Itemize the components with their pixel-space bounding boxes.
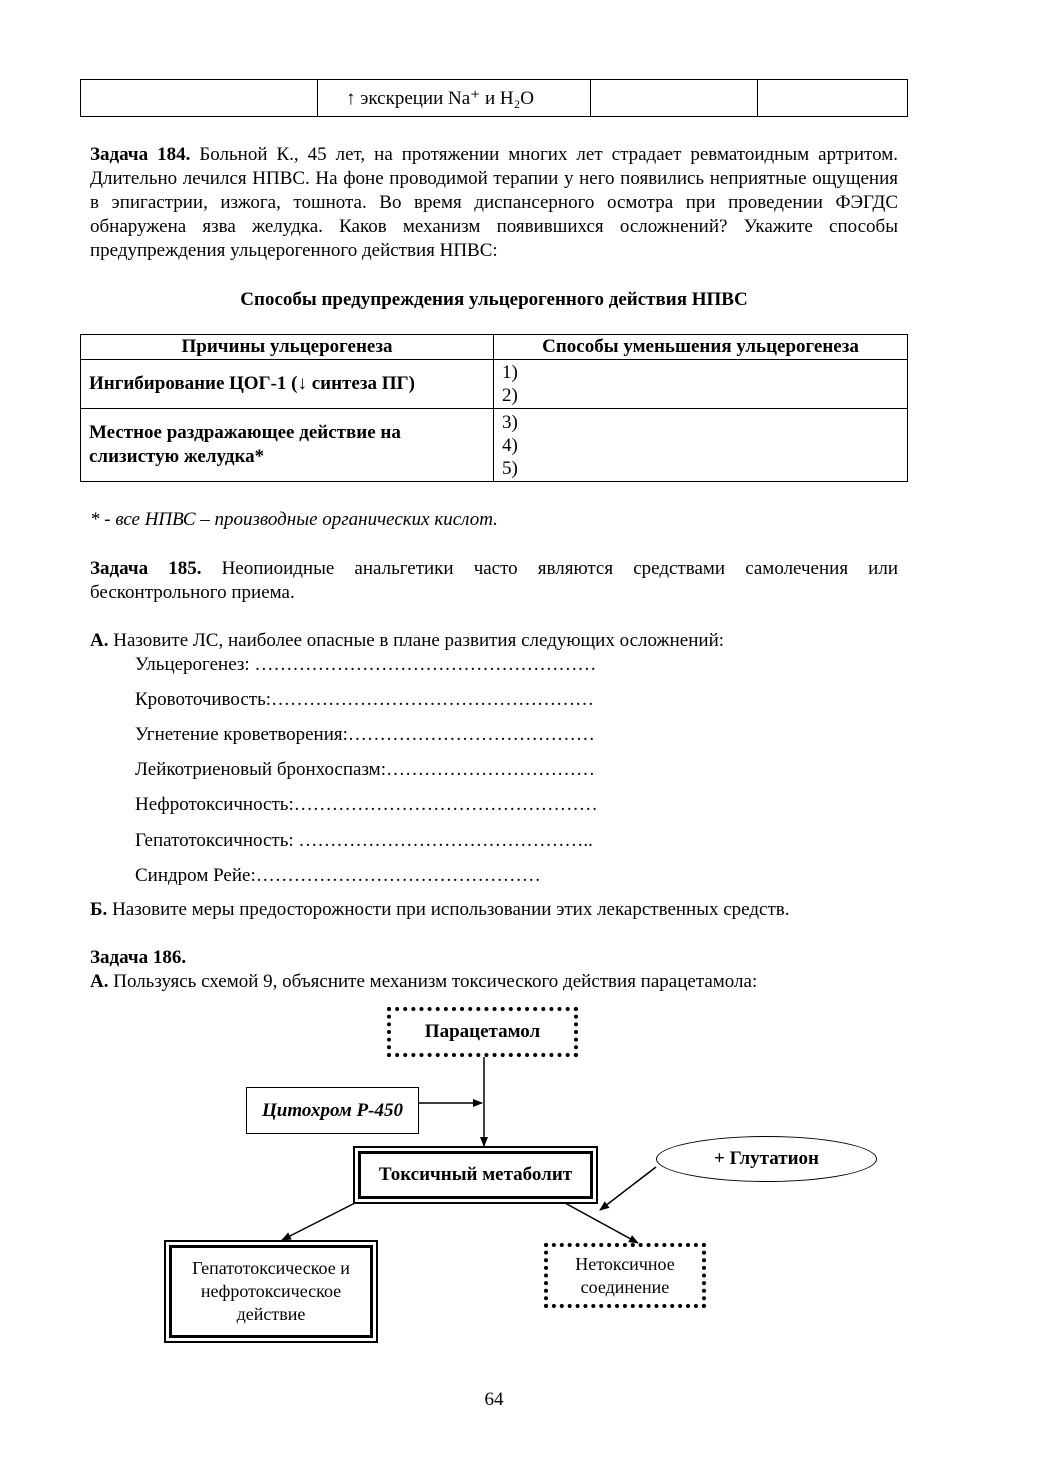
task185-part-a-label: А. <box>90 630 109 651</box>
task185-part-b-text: Назовите меры предосторожности при использовании этих лекарственных средств. <box>107 899 790 920</box>
table-header-methods: Способы уменьшения ульцерогенеза <box>494 335 908 360</box>
task184-text: Больной К., 45 лет, на протяжении многих лет страдает ревматоидным артритом. Длительно лечился НПВС. На фоне проводимой терапии у него появились неприятные ощущения в эпигастрии, изжога, тошнота. Во время диспансерного осмотра при проведении ФЭГДС обнаружена язва желудка. Каков механизм появившихся осложнений? Укажите способы предупреждения ульцерогенного действия НПВС: <box>90 144 898 261</box>
table-row-1-cause: Ингибирование ЦОГ-1 (↓ синтеза ПГ) <box>81 360 494 409</box>
task185-part-a-text: Назовите ЛС, наиболее опасные в плане развития следующих осложнений: <box>108 630 725 651</box>
node-hepatotoxic <box>164 1240 378 1343</box>
complication-ulcerogenesis: Ульцерогенез: ……………………………………………… <box>135 654 597 675</box>
node-nontoxic: Нетоксичное соединение <box>544 1243 706 1308</box>
complication-reye-syndrome: Синдром Рейе:……………………………………… <box>135 865 541 886</box>
task185-label: Задача 185. <box>90 558 202 579</box>
method-1: 1) <box>502 362 518 383</box>
node-toxic-metabolite-inner <box>360 1153 591 1197</box>
method-4: 4) <box>502 434 518 456</box>
task186-part-a-label: А. <box>90 971 109 992</box>
task184-label: Задача 184. <box>90 144 191 165</box>
arrow-glutathione <box>600 1167 656 1210</box>
method-2: 2) <box>502 385 518 406</box>
task184-table-title: Способы предупреждения ульцерогенного действия НПВС <box>240 289 748 310</box>
page-number: 64 <box>484 1389 504 1410</box>
complication-hepatotoxicity: Гепатотоксичность: ……………………………………….. <box>135 830 593 851</box>
method-3: 3) <box>502 411 518 433</box>
node-glutathione: + Глутатион <box>656 1136 877 1182</box>
method-5: 5) <box>502 457 518 479</box>
node-cytochrome: Цитохром Р-450 <box>246 1087 419 1134</box>
arrow-to-hepato <box>282 1203 355 1240</box>
task186-label: Задача 186. <box>90 947 187 968</box>
task186-part-a-text: Пользуясь схемой 9, объясните механизм токсического действия парацетамола: <box>108 971 758 992</box>
complication-nephrotoxicity: Нефротоксичность:………………………………………… <box>135 794 598 815</box>
node-paracetamol: Парацетамол <box>387 1007 578 1057</box>
table-header-causes: Причины ульцерогенеза <box>81 335 494 360</box>
task184-footnote: * - все НПВС – производные органических кислот. <box>90 509 498 530</box>
node-hepatotoxic-inner <box>171 1247 371 1336</box>
node-toxic-metabolite <box>353 1146 598 1204</box>
hepatotoxic-label: Гепатотоксическое и нефротоксическое действие <box>192 1258 350 1324</box>
table-row-2-cause: Местное раздражающее действие на слизистую желудка* <box>81 409 494 482</box>
complication-hematopoiesis: Угнетение кроветворения:………………………………… <box>135 724 595 745</box>
task185-part-b-label: Б. <box>90 899 108 920</box>
task185-text: Неопиоидные анальгетики часто являются средствами самолечения или бесконтрольного приема. <box>90 558 898 603</box>
toxic-metabolite-label: Токсичный метаболит <box>378 1164 573 1185</box>
complication-bronchospasm: Лейкотриеновый бронхоспазм:…………………………… <box>135 759 595 780</box>
complication-bleeding: Кровоточивость:…………………………………………… <box>135 689 595 710</box>
top-table-cell-2: ↑ экскреции Na⁺ и H₂O <box>318 80 591 117</box>
